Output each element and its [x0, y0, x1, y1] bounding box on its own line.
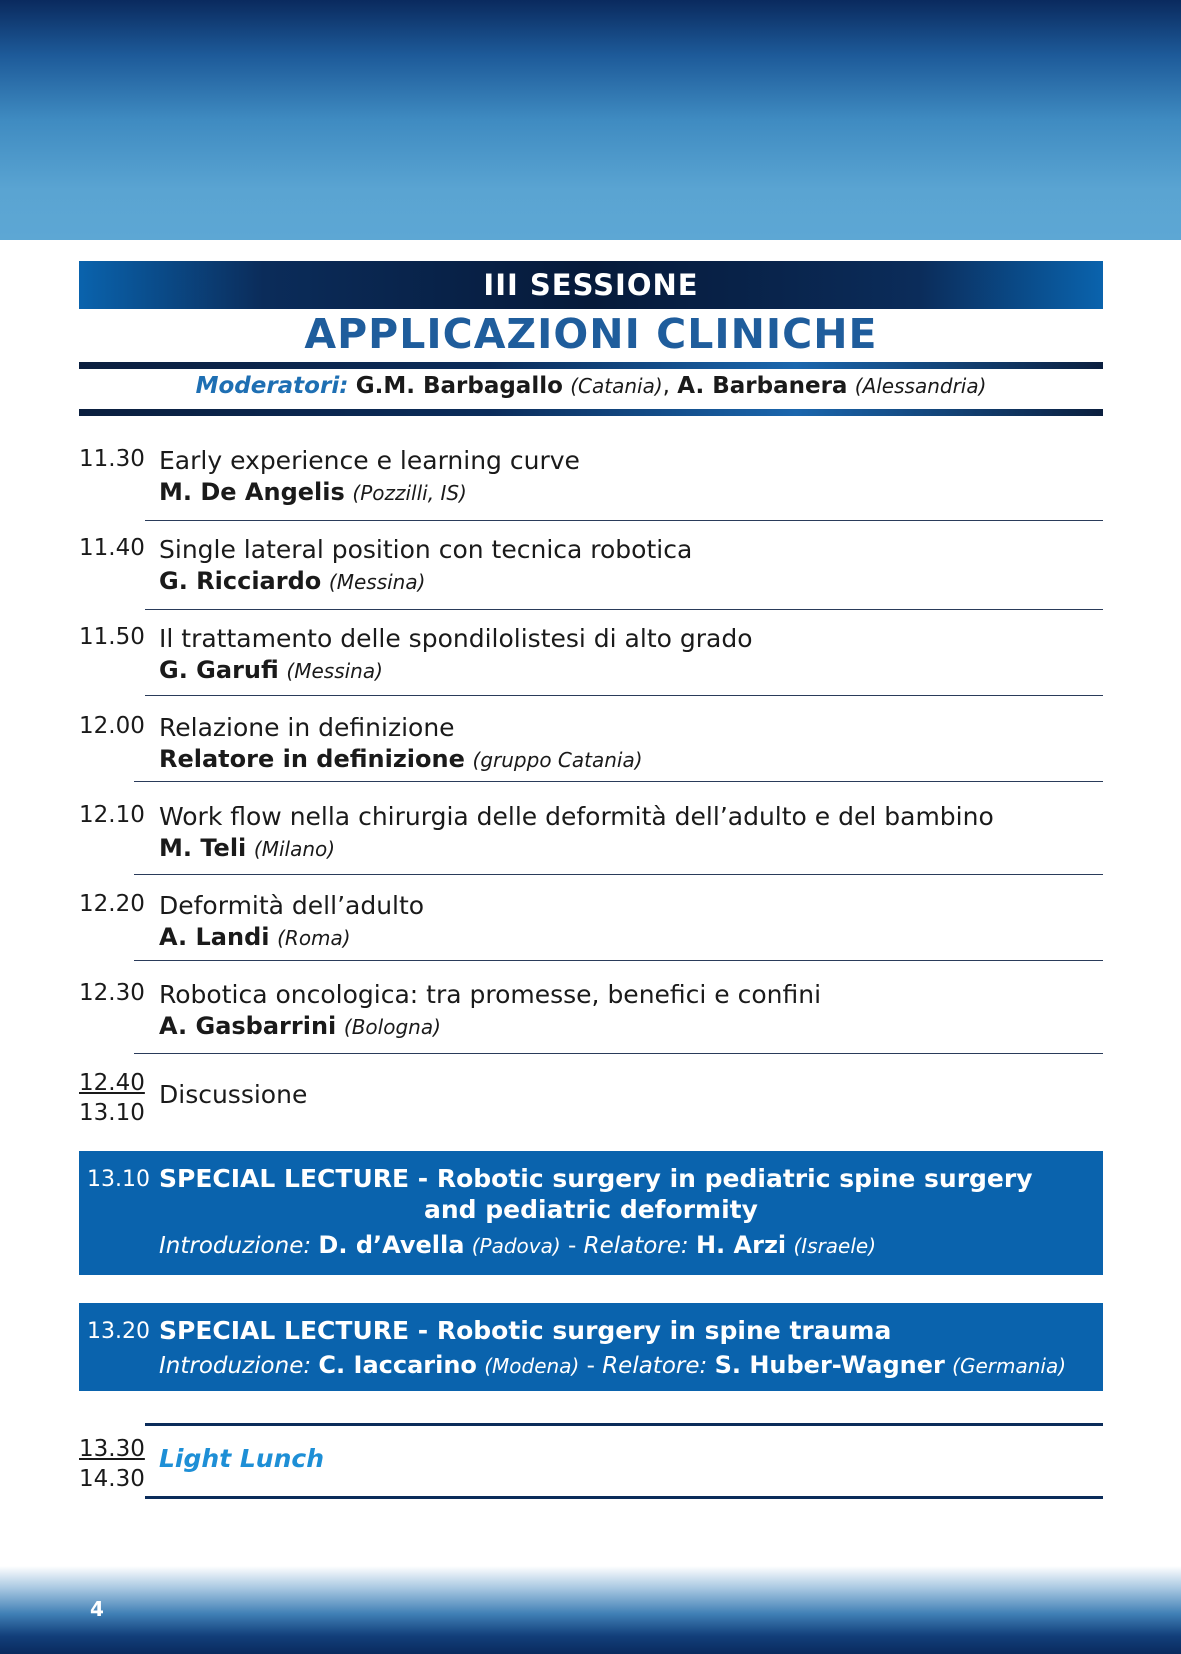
agenda-time: 12.30: [79, 980, 145, 1006]
lecture-title: [159, 1316, 891, 1345]
session-banner: [79, 261, 1103, 309]
agenda-speaker: [159, 923, 351, 951]
speaker-label: Relatore:: [602, 1353, 708, 1379]
agenda-time: 11.40: [79, 535, 145, 561]
lecture-people: [159, 1231, 876, 1259]
agenda-title: Work flow nella chirurgia delle deformità dell’adulto e del bambino: [159, 802, 994, 831]
agenda-title: Deformità dell’adulto: [159, 891, 425, 920]
agenda-speaker: [159, 656, 383, 684]
discussion-time: [79, 1068, 145, 1128]
speaker-name: A. Landi: [159, 923, 270, 951]
agenda-speaker: [159, 745, 643, 773]
footer-gradient-band: [0, 1566, 1181, 1654]
agenda-time: 11.50: [79, 624, 145, 650]
time-end: 14.30: [79, 1466, 145, 1492]
lunch-title: Light Lunch: [159, 1444, 324, 1473]
agenda-separator: [145, 520, 1103, 521]
agenda-separator: [145, 609, 1103, 610]
agenda-title: Il trattamento delle spondilolistesi di alto grado: [159, 624, 753, 653]
speaker-label: Relatore:: [583, 1233, 689, 1259]
lecture-time: 13.20: [87, 1319, 150, 1344]
moderator-place: (Catania): [570, 374, 663, 398]
time-start: 12.40: [79, 1070, 145, 1096]
intro-name: D. d’Avella: [318, 1231, 465, 1259]
lecture-topic: - Robotic surgery in spine trauma: [409, 1316, 892, 1345]
agenda-separator: [134, 1053, 1103, 1054]
agenda-separator: [134, 874, 1103, 875]
agenda-speaker: [159, 834, 335, 862]
time-start: 13.30: [79, 1436, 145, 1462]
speaker-name: Relatore in definizione: [159, 745, 465, 773]
separator-dash: -: [560, 1233, 584, 1259]
lecture-title: [159, 1164, 1033, 1193]
agenda-time: 12.10: [79, 802, 145, 828]
agenda-title: Early experience e learning curve: [159, 446, 580, 475]
intro-name: C. Iaccarino: [318, 1351, 477, 1379]
speaker-name: M. De Angelis: [159, 478, 345, 506]
discussion-title: Discussione: [159, 1080, 308, 1109]
agenda-speaker: [159, 478, 467, 506]
speaker-place: (Messina): [286, 659, 383, 683]
intro-place: (Modena): [484, 1354, 580, 1378]
special-lecture-box: [79, 1151, 1103, 1275]
agenda-time: 12.20: [79, 891, 145, 917]
special-lecture-box: [79, 1303, 1103, 1391]
speaker-place: (Israele): [793, 1234, 877, 1258]
speaker-name: A. Gasbarrini: [159, 1012, 337, 1040]
intro-label: Introduzione:: [159, 1233, 312, 1259]
agenda-title: Single lateral position con tecnica robotica: [159, 535, 693, 564]
lunch-time: [79, 1434, 145, 1494]
moderator-place: (Alessandria): [854, 374, 987, 398]
intro-place: (Padova): [471, 1234, 561, 1258]
speaker-place: (Pozzilli, IS): [352, 481, 467, 505]
speaker-name: S. Huber-Wagner: [714, 1351, 945, 1379]
moderator-name: A. Barbanera: [677, 373, 848, 399]
speaker-place: (Germania): [952, 1354, 1067, 1378]
agenda-time: 11.30: [79, 446, 145, 472]
lunch-top-rule: [145, 1423, 1103, 1426]
agenda-title: Robotica oncologica: tra promesse, benefici e confini: [159, 980, 822, 1009]
speaker-place: (Bologna): [343, 1015, 441, 1039]
speaker-place: (Milano): [253, 837, 336, 861]
agenda-separator: [134, 960, 1103, 961]
time-end: 13.10: [79, 1100, 145, 1126]
session-title: APPLICAZIONI CLINICHE: [304, 310, 878, 358]
agenda-separator: [145, 695, 1103, 696]
speaker-name: M. Teli: [159, 834, 247, 862]
lecture-topic: - Robotic surgery in pediatric spine surgery: [409, 1164, 1033, 1193]
moderator-name: G.M. Barbagallo: [355, 373, 563, 399]
session-label: III SESSIONE: [483, 268, 699, 302]
intro-label: Introduzione:: [159, 1353, 312, 1379]
page-number: 4: [90, 1597, 104, 1621]
speaker-place: (gruppo Catania): [472, 748, 643, 772]
speaker-place: (Messina): [328, 570, 426, 594]
header-gradient-band: [0, 0, 1181, 240]
lecture-people: [159, 1351, 1066, 1379]
lecture-label: SPECIAL LECTURE: [159, 1316, 410, 1345]
agenda-speaker: [159, 1012, 441, 1040]
speaker-name: G. Ricciardo: [159, 567, 322, 595]
lecture-time: 13.10: [87, 1167, 150, 1192]
agenda-separator: [134, 781, 1103, 782]
agenda-speaker: [159, 567, 425, 595]
speaker-name: H. Arzi: [695, 1231, 787, 1259]
moderators-label: Moderatori:: [195, 373, 349, 399]
moderators-bottom-rule: [79, 409, 1103, 416]
lecture-label: SPECIAL LECTURE: [159, 1164, 410, 1193]
lunch-bottom-rule: [145, 1496, 1103, 1499]
separator-dash: -: [579, 1353, 603, 1379]
speaker-name: G. Garufi: [159, 656, 279, 684]
lecture-topic-continued: and pediatric deformity: [424, 1195, 758, 1224]
agenda-time: 12.00: [79, 713, 145, 739]
moderators-line: Moderatori: G.M. Barbagallo (Catania), A. Barbanera (Alessandria): [195, 373, 987, 399]
moderators-top-rule: [79, 362, 1103, 369]
agenda-title: Relazione in definizione: [159, 713, 455, 742]
speaker-place: (Roma): [277, 926, 351, 950]
